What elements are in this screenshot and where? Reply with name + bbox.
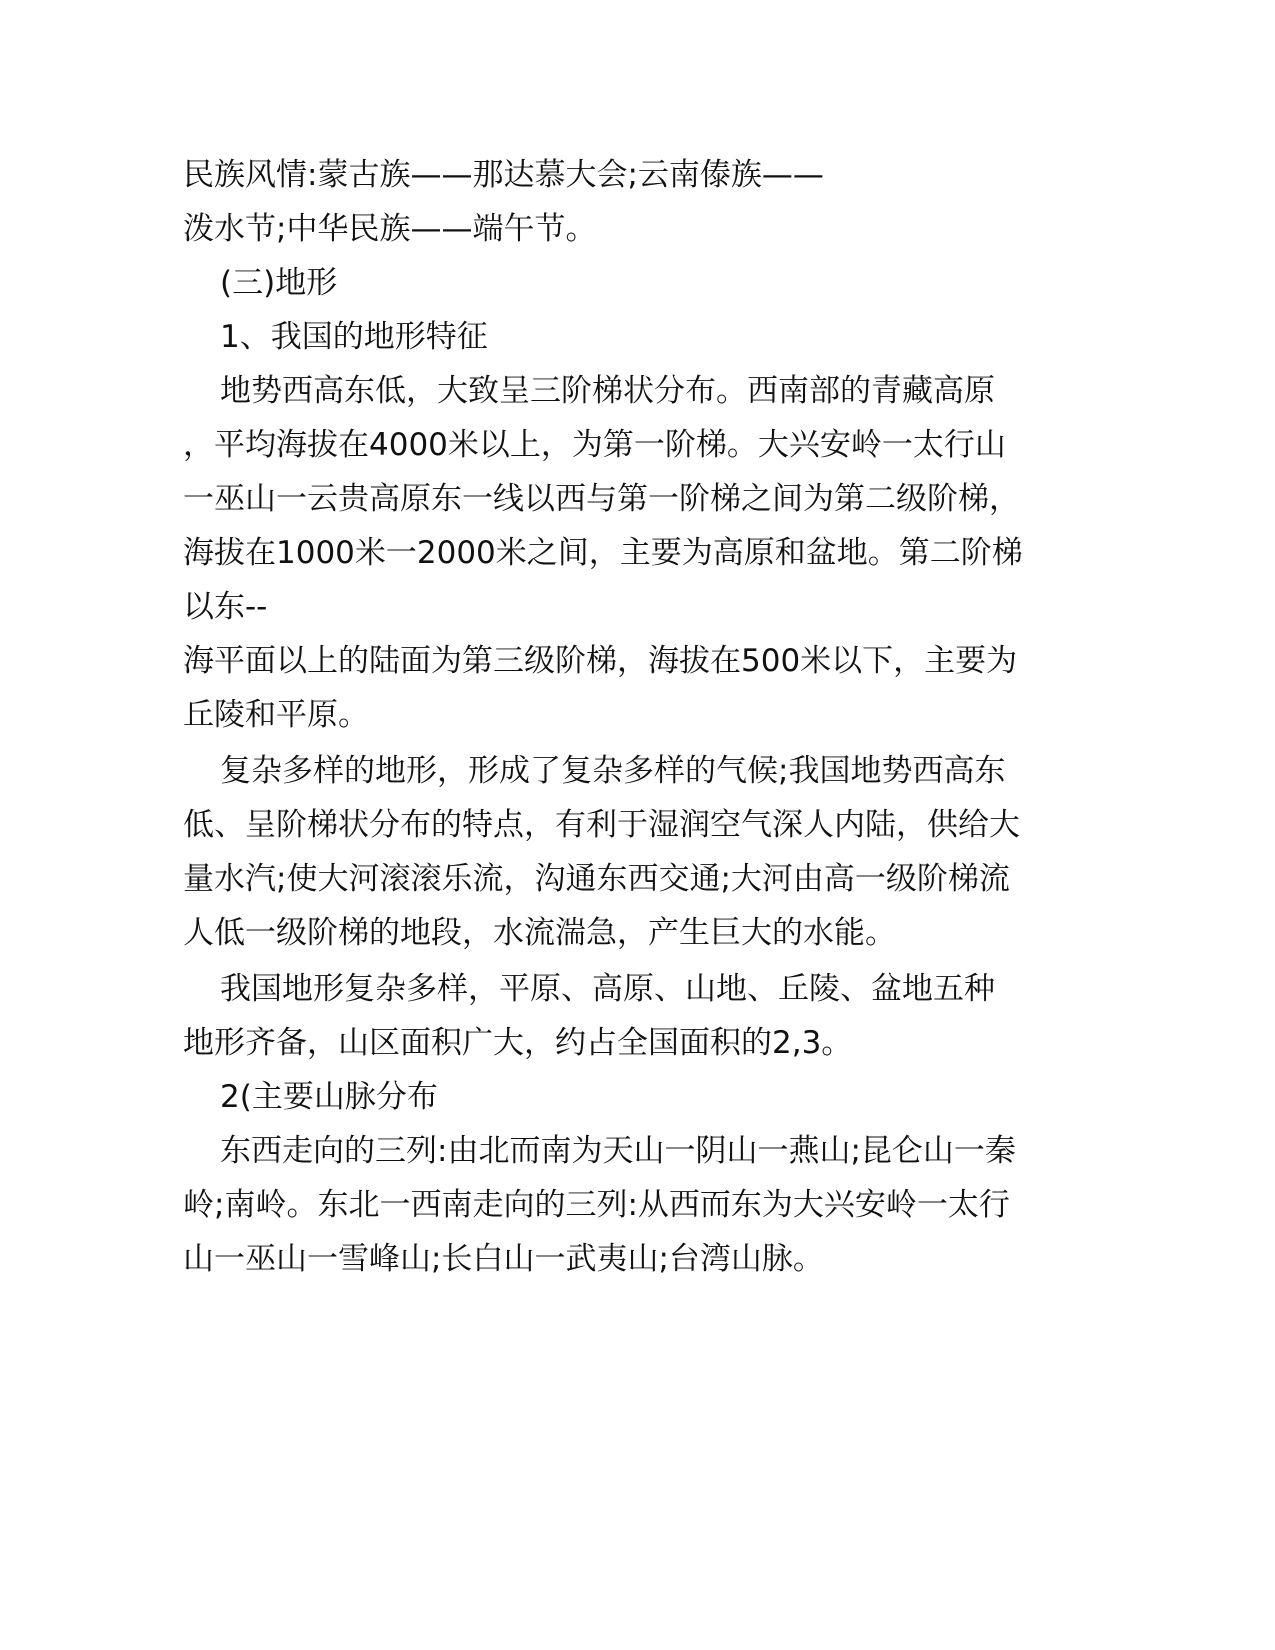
- paragraph-line: 地势西高东低，大致呈三阶梯状分布。西南部的青藏高原: [220, 373, 995, 409]
- subsection-heading: 1、我国的地形特征: [220, 319, 488, 355]
- paragraph-line: 海平面以上的陆面为第三级阶梯，海拔在500米以下，主要为: [183, 643, 1018, 679]
- paragraph-line: 人低一级阶梯的地段，水流湍急，产生巨大的水能。: [183, 915, 896, 951]
- paragraph-line: 海拔在1000米一2000米之间，主要为高原和盆地。第二阶梯: [183, 535, 1023, 571]
- subsection-heading: 2(主要山脉分布: [220, 1079, 438, 1115]
- paragraph-line: 一巫山一云贵高原东一线以西与第一阶梯之间为第二级阶梯，: [183, 481, 1020, 517]
- paragraph-line: 我国地形复杂多样，平原、高原、山地、丘陵、盆地五种: [220, 971, 995, 1007]
- paragraph-line: ，平均海拔在4000米以上，为第一阶梯。大兴安岭一太行山: [183, 427, 1006, 463]
- paragraph-line: 量水汽;使大河滚滚乐流，沟通东西交通;大河由高一级阶梯流: [183, 861, 1010, 897]
- paragraph-line: 低、呈阶梯状分布的特点，有利于湿润空气深人内陆，供给大: [183, 807, 1020, 843]
- section-heading: (三)地形: [220, 265, 338, 301]
- paragraph-line: 地形齐备，山区面积广大，约占全国面积的2,3。: [183, 1025, 853, 1061]
- paragraph-line: 山一巫山一雪峰山;长白山一武夷山;台湾山脉。: [183, 1241, 824, 1277]
- paragraph-line: 以东--: [183, 589, 268, 625]
- paragraph-line: 东西走向的三列:由北而南为天山一阴山一燕山;昆仑山一秦: [220, 1133, 1016, 1169]
- text-line: 泼水节;中华民族——端午节。: [183, 211, 597, 247]
- paragraph-line: 复杂多样的地形，形成了复杂多样的气候;我国地势西高东: [220, 753, 1006, 789]
- text-line: 民族风情:蒙古族——那达慕大会;云南傣族——: [183, 157, 824, 193]
- paragraph-line: 岭;南岭。东北一西南走向的三列:从西而东为大兴安岭一太行: [183, 1187, 1010, 1223]
- paragraph-line: 丘陵和平原。: [183, 697, 369, 733]
